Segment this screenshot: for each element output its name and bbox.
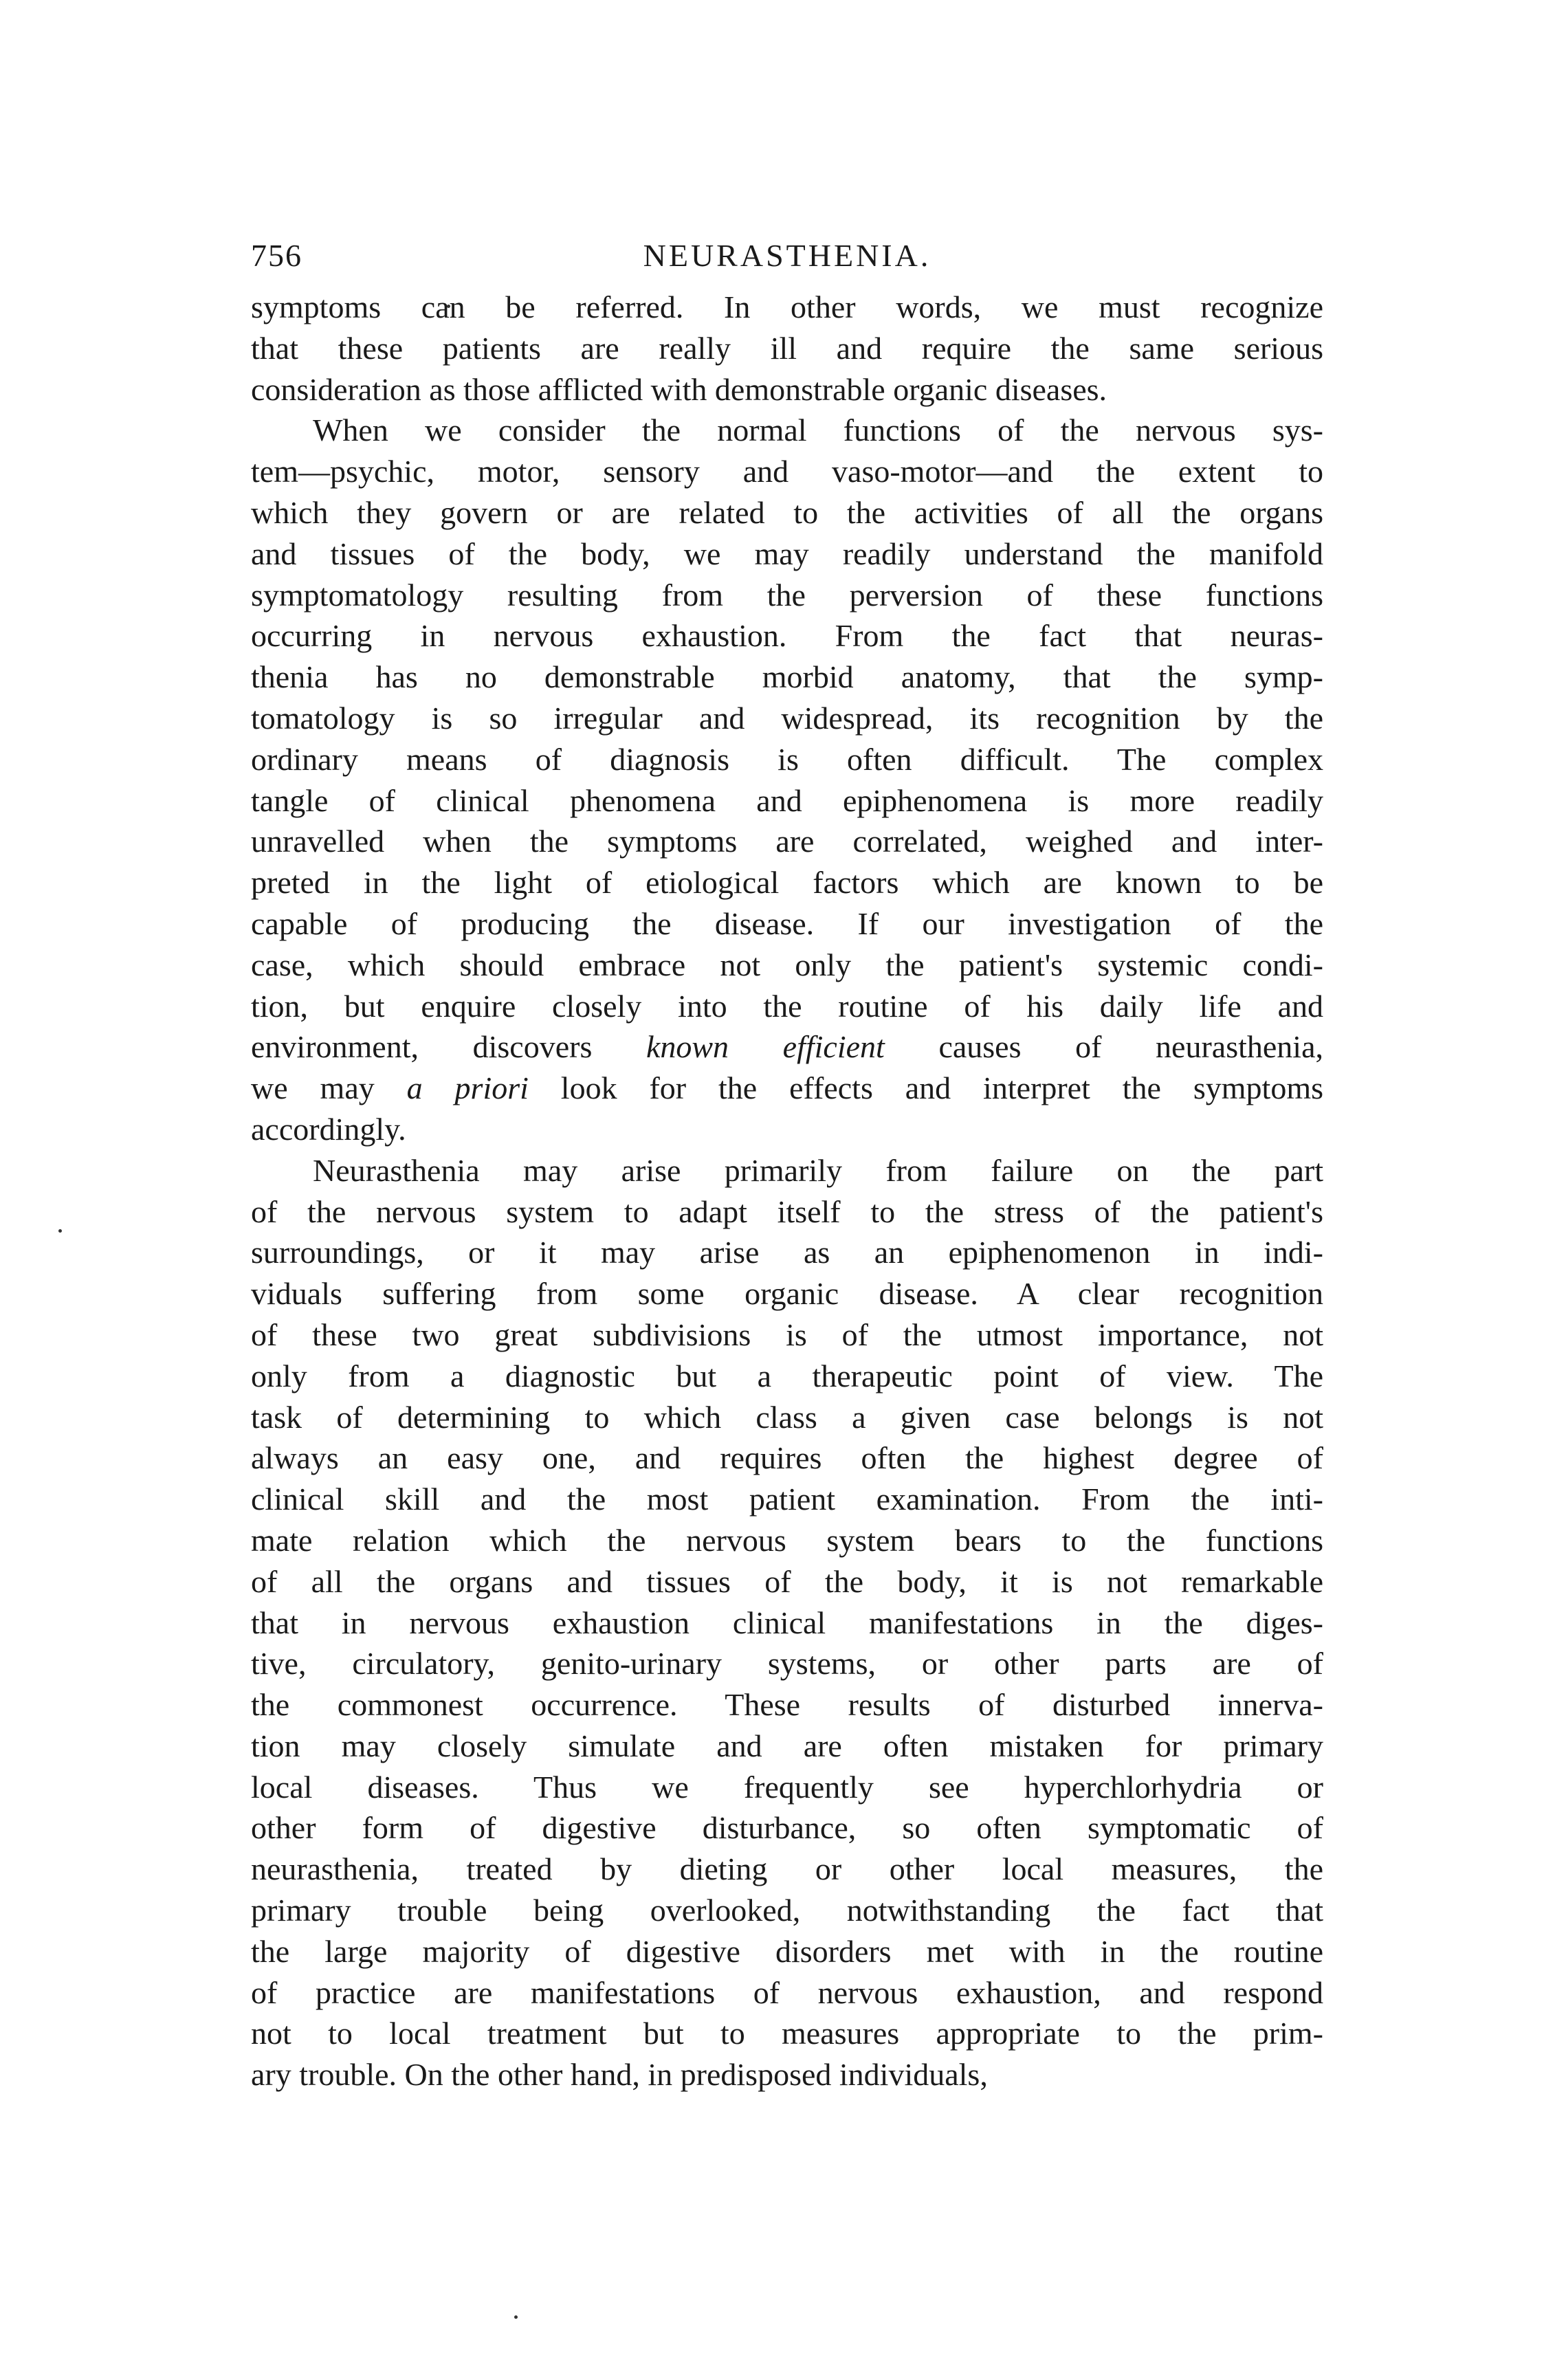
text-line: tem—psychic, motor, sensory and vaso-motor—and the extent to	[251, 454, 1323, 489]
paragraph	[251, 410, 1323, 1149]
running-head	[251, 237, 1323, 287]
text-line: capable of producing the disease. If our investigation of the	[251, 905, 1323, 941]
paragraph	[251, 1150, 1323, 2095]
text-line: mate relation which the nervous system bears to the functions	[251, 1522, 1323, 1558]
paragraph	[251, 287, 1323, 410]
text-line: that in nervous exhaustion clinical manifestations in the diges-	[251, 1605, 1323, 1640]
page-number: 756	[251, 238, 302, 273]
text-line: primary trouble being overlooked, notwithstanding the fact that	[251, 1893, 1323, 1928]
text-line: ary trouble. On the other hand, in predisposed individuals,	[251, 2057, 988, 2093]
ink-speck	[514, 2315, 518, 2319]
book-page	[251, 237, 1323, 2095]
text-line: thenia has no demonstrable morbid anatomy, that the symp-	[251, 659, 1323, 695]
text-line: symptoms can be referred. In other words, we must recognize	[251, 289, 1323, 324]
text-line: tion, but enquire closely into the routine of his daily life and	[251, 988, 1323, 1024]
italic-phrase: a priori	[406, 1070, 529, 1106]
text-line: other form of digestive disturbance, so often symptomatic of	[251, 1810, 1323, 1846]
text-line: tion may closely simulate and are often mistaken for primary	[251, 1728, 1323, 1763]
text-line: the commonest occurrence. These results of disturbed innerva-	[251, 1687, 1323, 1723]
text-line: and tissues of the body, we may readily understand the manifold	[251, 536, 1323, 571]
text-line: consideration as those afflicted with demonstrable organic diseases.	[251, 371, 1107, 407]
text-line: that these patients are really ill and require the same serious	[251, 330, 1323, 366]
text-line: ordinary means of diagnosis is often difficult. The complex	[251, 741, 1323, 777]
text-line: of all the organs and tissues of the body, it is not remarkable	[251, 1563, 1323, 1599]
text-line: symptomatology resulting from the perversion of these functions	[251, 577, 1323, 613]
running-title: NEURASTHENIA.	[643, 238, 931, 273]
text-line: clinical skill and the most patient examination. From the inti-	[251, 1481, 1323, 1517]
text-line: surroundings, or it may arise as an epiphenomenon in indi-	[251, 1235, 1323, 1270]
text-line: accordingly.	[251, 1111, 406, 1147]
text-line: of these two great subdivisions is of the utmost importance, not	[251, 1316, 1323, 1352]
text-line: local diseases. Thus we frequently see hyperchlorhydria or	[251, 1769, 1323, 1805]
text-line: we may a priori look for the effects and interpret the symptoms	[251, 1070, 1323, 1106]
text-line: neurasthenia, treated by dieting or other local measures, the	[251, 1851, 1323, 1887]
text-line: task of determining to which class a given case belongs is not	[251, 1399, 1323, 1435]
text-line: always an easy one, and requires often the highest degree of	[251, 1440, 1323, 1476]
text-line: tive, circulatory, genito-urinary systems, or other parts are of	[251, 1646, 1323, 1682]
text-line: viduals suffering from some organic disease. A clear recognition	[251, 1276, 1323, 1312]
italic-phrase: known efficient	[646, 1029, 885, 1065]
text-line: not to local treatment but to measures appropriate to the prim-	[251, 2016, 1323, 2051]
text-line: tangle of clinical phenomena and epiphenomena is more readily	[251, 782, 1323, 818]
text-line: of the nervous system to adapt itself to the stress of the patient's	[251, 1193, 1323, 1229]
text-line: of practice are manifestations of nervous exhaustion, and respond	[251, 1974, 1323, 2010]
ink-speck	[58, 1229, 62, 1233]
text-line: preted in the light of etiological factors which are known to be	[251, 865, 1323, 901]
text-line: occurring in nervous exhaustion. From the fact that neuras-	[251, 618, 1323, 654]
text-line: case, which should embrace not only the patient's systemic condi-	[251, 947, 1323, 982]
text-line: the large majority of digestive disorders met with in the routine	[251, 1933, 1323, 1969]
text-line: tomatology is so irregular and widespread, its recognition by the	[251, 700, 1323, 736]
text-line: Neurasthenia may arise primarily from failure on the part	[313, 1152, 1323, 1188]
text-line: which they govern or are related to the activities of all the organs	[251, 494, 1323, 530]
text-line: environment, discovers known efficient causes of neurasthenia,	[251, 1029, 1323, 1065]
text-line: only from a diagnostic but a therapeutic point of view. The	[251, 1358, 1323, 1393]
body-text	[251, 287, 1323, 2095]
text-line: unravelled when the symptoms are correlated, weighed and inter-	[251, 824, 1323, 859]
text-line: When we consider the normal functions of the nervous sys-	[313, 412, 1323, 448]
